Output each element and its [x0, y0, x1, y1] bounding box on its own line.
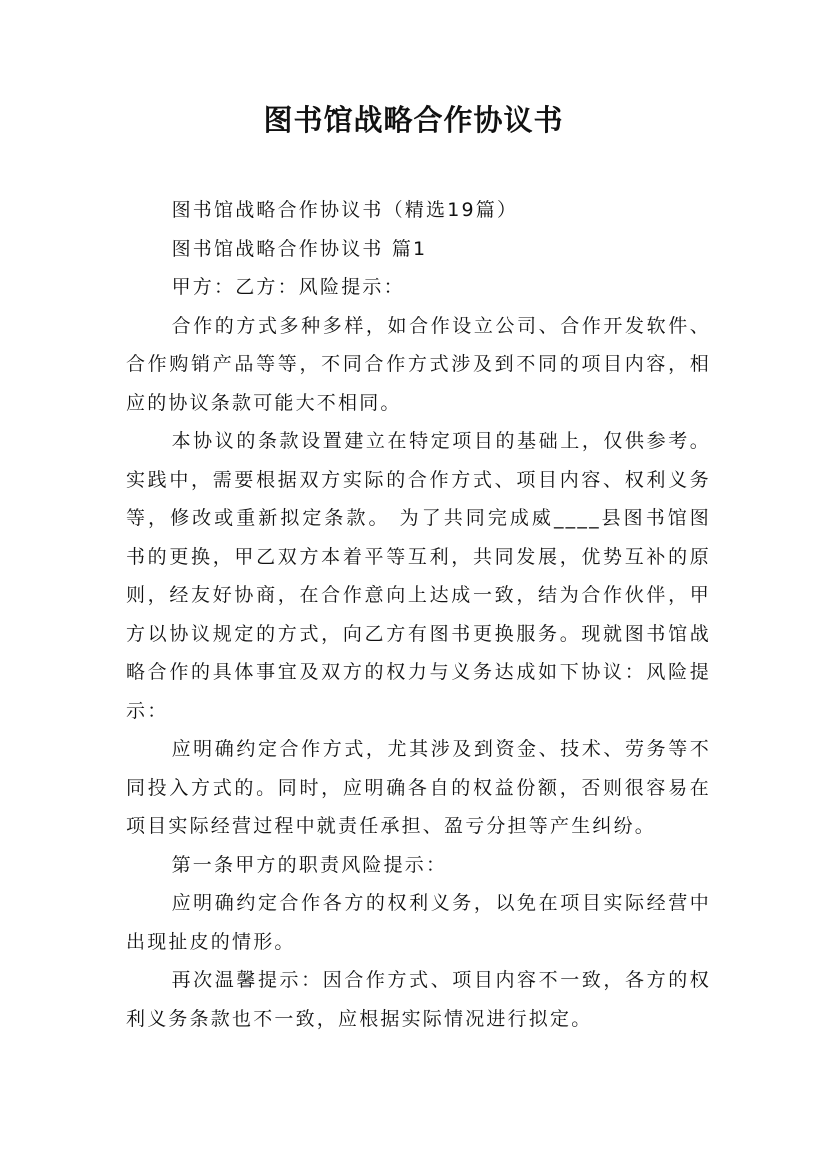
document-body — [126, 191, 711, 1038]
paragraph-rights-obligations: 应明确约定合作各方的权利义务，以免在项目实际经营中出现扯皮的情形。 — [126, 892, 711, 953]
paragraph-define-cooperation: 应明确约定合作方式，尤其涉及到资金、技术、劳务等不同投入方式的。同时，应明确各自的权益份额，否则很容易在项目实际经营过程中就责任承担、盈亏分担等产生纠纷。 — [126, 738, 711, 837]
document-title: 图书馆战略合作协议书 — [263, 103, 564, 137]
paragraph-agreement-basis: 本协议的条款设置建立在特定项目的基础上，仅供参考。实践中，需要根据双方实际的合作方式、项目内容、权利义务等，修改或重新拟定条款。 为了共同完成威____县图书馆图书的更换，甲乙双方本着平等互利，共同发展，优势互补的原则，经友好协商，在合作意向上达成一致，结为合作伙伴，甲方以协议规定的方式，向乙方有图书更换服务。现就图书馆战略合作的具体事宜及双方的权力与义务达成如下协议：风险提示： — [126, 430, 711, 722]
paragraph-cooperation-modes: 合作的方式多种多样，如合作设立公司、合作开发软件、合作购销产品等等，不同合作方式涉及到不同的项目内容，相应的协议条款可能大不相同。 — [126, 314, 711, 414]
paragraph-article-one: 第一条甲方的职责风险提示： — [171, 853, 448, 876]
paragraph-section-heading: 图书馆战略合作协议书 篇1 — [171, 237, 428, 260]
paragraph-subtitle: 图书馆战略合作协议书（精选19篇） — [171, 199, 519, 221]
paragraph-parties: 甲方：乙方：风险提示： — [171, 276, 405, 298]
paragraph-reminder: 再次温馨提示：因合作方式、项目内容不一致，各方的权利义务条款也不一致，应根据实际情况进行拟定。 — [126, 969, 711, 1030]
